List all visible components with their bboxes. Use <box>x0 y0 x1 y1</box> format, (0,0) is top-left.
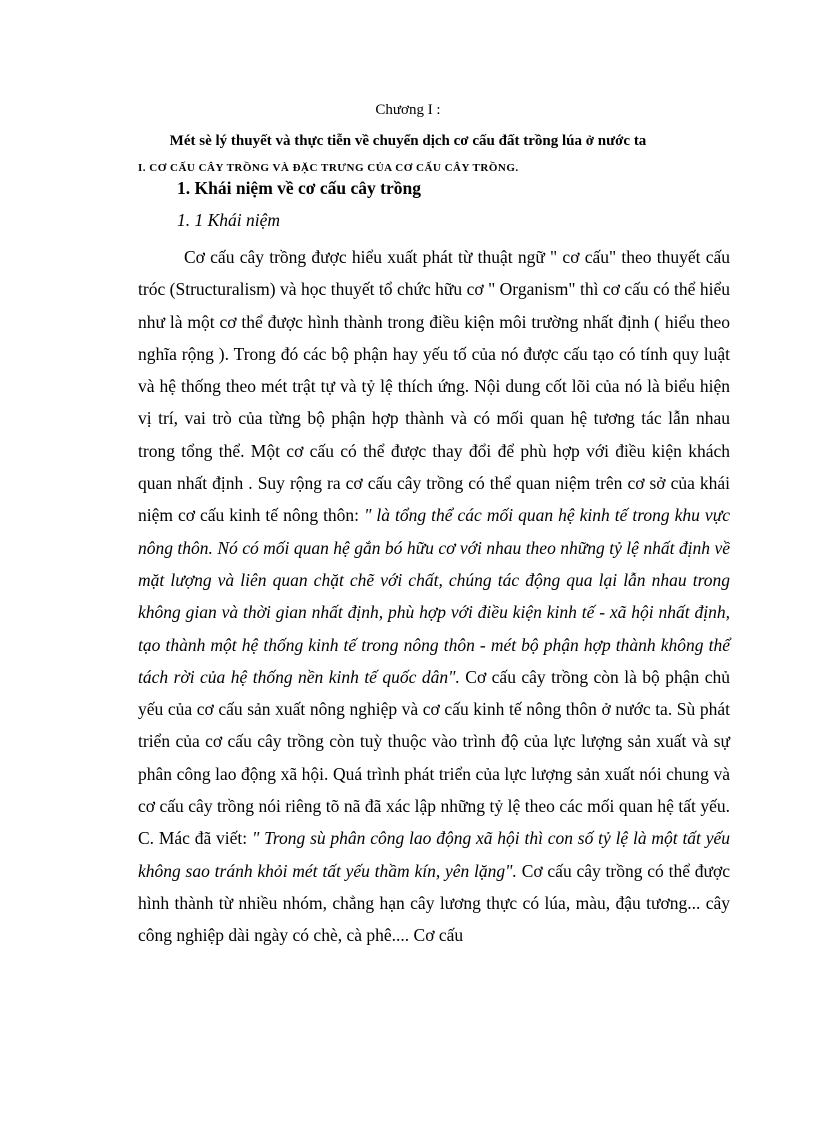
chapter-subtitle: Mét sè lý thuyết và thực tiễn về chuyển dịch cơ cấu đất trồng lúa ở nước ta <box>169 133 647 149</box>
paragraph <box>138 241 730 952</box>
marx-quote: " Trong sù phân công lao động xã hội thì con số tỷ lệ là một tất yếu không sao tránh khỏi mét tất yếu thầm kín, yên lặng". <box>138 828 731 881</box>
section-title: I. CƠ CẤU CÂY TRỒNG VÀ ĐẶC TRƯNG CỦA CƠ CẤU CÂY TRỒNG. <box>138 162 519 174</box>
chapter-title: Chương I : <box>375 102 441 118</box>
paragraph-text-continued: Cơ cấu cây trồng còn là bộ phận chủ yếu của cơ cấu sản xuất nông nghiệp và cơ cấu kinh tế nông thôn ở nước ta. Sù phát triển của cơ cấu cây trồng còn tuỳ thuộc vào trình độ của lực lượng sản xuất và sự phân công lao động xã hội. Quá trình phát triển của lực lượng sản xuất nói chung và cơ cấu cây trồng nói riêng tõ nã đã xác lập những tỷ lệ theo các mối quan hệ tất yếu. C. Mác đã viết: <box>138 666 730 849</box>
heading-1-1: 1. 1 Khái niệm <box>177 210 281 230</box>
definition-quote: " là tổng thể các mối quan hệ kinh tế trong khu vực nông thôn. Nó có mối quan hệ gắn bó hữu cơ với nhau theo những tỷ lệ nhất định về mặt lượng và liên quan chặt chẽ với chất, chúng tác động qua lại lẫn nhau trong không gian và thời gian nhất định, phù hợp với điều kiện kinh tế - xã hội nhất định, tạo thành một hệ thống kinh tế trong nông thôn - mét bộ phận hợp thành không thể tách rời của hệ thống nền kinh tế quốc dân". <box>138 505 731 687</box>
body-text <box>138 241 730 952</box>
paragraph-text-end: Cơ cấu cây trồng có thể được hình thành từ nhiều nhóm, chẳng hạn cây lương thực có lúa, màu, đậu tương... cây công nghiệp dài ngày có chè, cà phê.... Cơ cấu <box>138 860 731 946</box>
paragraph-text: Cơ cấu cây trồng được hiểu xuất phát từ thuật ngữ " cơ cấu" theo thuyết cấu tróc (Structuralism) và học thuyết tổ chức hữu cơ " Organism" thì cơ cấu có thể hiểu như là một cơ thể được hình thành trong điều kiện môi trường nhất định ( hiểu theo nghĩa rộng ). Trong đó các bộ phận hay yếu tố của nó được cấu tạo có tính quy luật và hệ thống theo mét trật tự và tỷ lệ thích ứng. Nội dung cốt lõi của nó là biểu hiện vị trí, vai trò của từng bộ phận hợp thành và có mối quan hệ tương tác lẫn nhau trong tổng thể. Một cơ cấu có thể được thay đổi để phù hợp với điều kiện khách quan nhất định . Suy rộng ra cơ cấu cây trồng có thể quan niệm trên cơ sở của khái niệm cơ cấu kinh tế nông thôn: <box>138 247 730 526</box>
heading-1: 1. Khái niệm về cơ cấu cây trồng <box>177 178 421 198</box>
